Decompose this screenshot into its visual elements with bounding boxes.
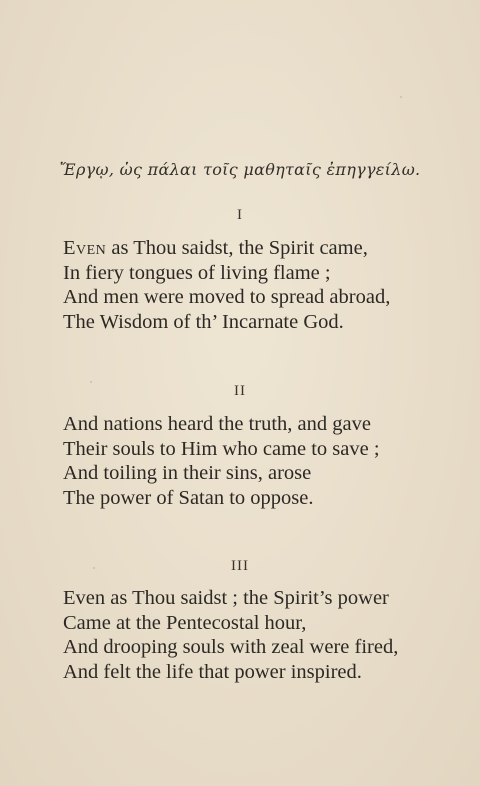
stanza-2-line-1: And nations heard the truth, and gave [63, 413, 371, 435]
paper-speck [90, 381, 92, 383]
stanza-numeral-1: I [237, 207, 243, 223]
stanza-1-line-2: In fiery tongues of living flame ; [63, 261, 331, 284]
stanza-3 [63, 586, 463, 684]
greek-epigraph: Ἔργῳ, ὡς πάλαι τοῖς μαθηταῖς ἐπηγγείλω. [59, 160, 421, 179]
stanza-2-line-3: And toiling in their sins, arose [63, 462, 312, 484]
stanza-3-line-1: Even as Thou saidst ; the Spirit’s power [63, 587, 389, 609]
paper-speck [400, 96, 402, 98]
stanza-1-line-1 [63, 236, 463, 261]
first-word-small-caps: Even [63, 237, 107, 259]
paper-speck [93, 567, 95, 569]
stanza-2-line-2: Their souls to Him who came to save ; [63, 437, 380, 460]
stanza-3-line-2: Came at the Pentecostal hour, [63, 611, 307, 634]
stanza-numeral-2: II [234, 383, 246, 399]
stanza-1-line-3: And men were moved to spread abroad, [63, 286, 391, 308]
stanza-2-line-4: The power of Satan to oppose. [63, 486, 314, 509]
stanza-2 [63, 412, 463, 510]
stanza-numeral-3: III [231, 558, 249, 574]
first-line-rest: as Thou saidst, the Spirit came, [106, 237, 368, 259]
stanza-3-line-3: And drooping souls with zeal were fired, [63, 636, 399, 658]
stanza-3-line-4: And felt the life that power inspired. [63, 660, 362, 683]
stanza-1 [63, 236, 463, 334]
stanza-1-line-4: The Wisdom of th’ Incarnate God. [63, 310, 344, 333]
